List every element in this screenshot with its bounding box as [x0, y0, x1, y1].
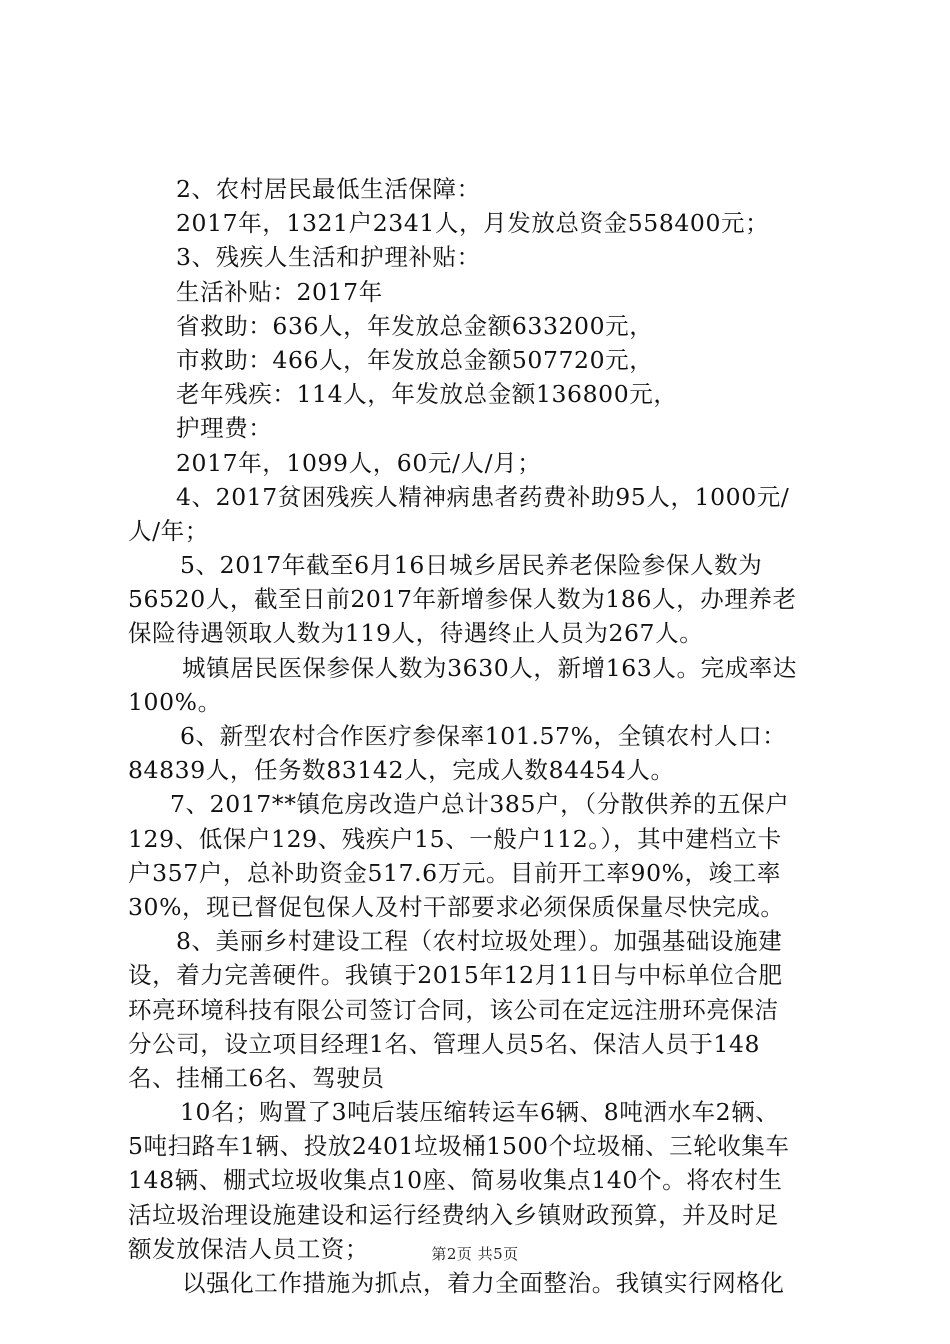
text-line: 7、2017**镇危房改造户总计385户，（分散供养的五保户	[170, 790, 790, 819]
text-line: 人/年；	[128, 516, 209, 545]
text-line: 以强化工作措施为抓点，着力全面整治。我镇实行网格化	[182, 1269, 785, 1297]
text-line: 城镇居民医保参保人数为3630人，新增163人。完成率达	[182, 653, 797, 682]
text-line: 市救助：466人，年发放总金额507720元，	[176, 345, 654, 374]
text-line: 省救助：636人，年发放总金额633200元，	[176, 311, 654, 340]
text-line: 100%。	[128, 687, 222, 716]
text-line: 6、新型农村合作医疗参保率101.57%，全镇农村人口：	[180, 722, 787, 750]
text-line: 户357户，总补助资金517.6万元。目前开工率90%，竣工率	[128, 858, 781, 887]
text-line: 2017年，1321户2341人，月发放总资金558400元；	[176, 209, 770, 238]
text-line: 老年残疾：114人，年发放总金额136800元，	[176, 380, 678, 409]
text-line: 56520人，截至日前2017年新增参保人数为186人，办理养老	[128, 585, 797, 614]
text-line: 保险待遇领取人数为119人，待遇终止人员为267人。	[128, 619, 704, 648]
text-line: 30%，现已督促包保人及村干部要求必须保质保量尽快完成。	[128, 892, 785, 921]
text-line: 5吨扫路车1辆、投放2401垃圾桶1500个垃圾桶、三轮收集车	[128, 1132, 790, 1161]
text-line: 3、残疾人生活和护理补贴：	[176, 243, 481, 272]
text-line: 2017年，1099人，60元/人/月；	[176, 448, 542, 477]
text-line: 8、美丽乡村建设工程（农村垃圾处理）。加强基础设施建	[176, 927, 783, 956]
text-line: 10名；购置了3吨后装压缩转运车6辆、8吨洒水车2辆、	[180, 1098, 780, 1127]
text-line: 分公司，设立项目经理1名、管理人员5名、保洁人员于148	[128, 1029, 761, 1058]
text-line: 148辆、棚式垃圾收集点10座、简易收集点140个。将农村生	[128, 1166, 783, 1195]
document-body	[128, 172, 828, 1300]
page-footer: 第2页 共5页	[431, 1245, 519, 1263]
text-line: 环亮环境科技有限公司签订合同，该公司在定远注册环亮保洁	[128, 995, 779, 1024]
text-line: 活垃圾治理设施建设和运行经费纳入乡镇财政预算，并及时足	[128, 1200, 779, 1229]
text-line: 设，着力完善硬件。我镇于2015年12月11日与中标单位合肥	[128, 961, 783, 990]
text-line: 生活补贴：2017年	[176, 277, 383, 306]
text-line: 84839人，任务数83142人，完成人数84454人。	[128, 756, 675, 785]
text-line: 5、2017年截至6月16日城乡居民养老保险参保人数为	[180, 551, 763, 580]
text-line: 额发放保洁人员工资；	[128, 1234, 369, 1263]
text-line: 名、挂桶工6名、驾驶员	[128, 1063, 385, 1092]
text-line: 2、农村居民最低生活保障：	[176, 175, 481, 203]
text-line: 129、低保户129、残疾户15、一般户112。），其中建档立卡	[128, 824, 782, 853]
text-line: 4、2017贫困残疾人精神病患者药费补助95人，1000元/	[176, 482, 790, 511]
text-line: 护理费：	[176, 414, 273, 443]
